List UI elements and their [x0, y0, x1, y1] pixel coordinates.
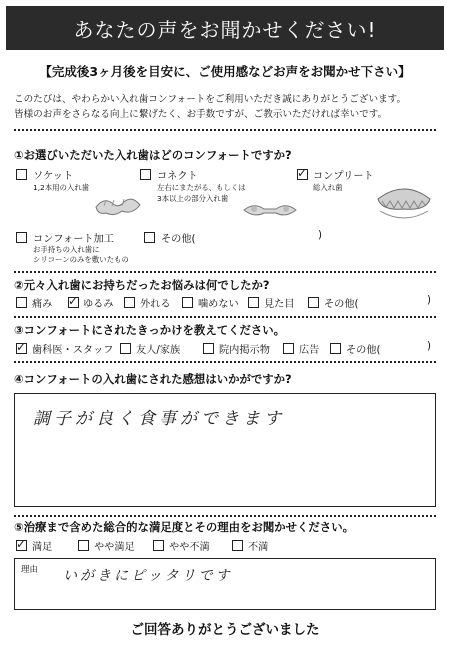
q3-dentist-check-mark: ✓: [16, 340, 27, 354]
q5-satisfied-check-mark: ✓: [16, 537, 27, 551]
q5-somewhat-satisfied-label: やや満足: [94, 542, 135, 553]
dotted-divider: [14, 361, 436, 363]
q3-ad-label: 広告: [299, 345, 320, 356]
connect-denture-illustration: [240, 198, 300, 222]
q3-other-checkbox[interactable]: [330, 343, 341, 354]
q1-question: ①お選びいただいた入れ歯はどのコンフォートですか?: [14, 148, 292, 162]
q2-loose-check-mark: ✓: [68, 294, 79, 308]
q5-somewhat-satisfied-checkbox[interactable]: [78, 540, 89, 551]
q1-connect-note-1: 左右にまたがる、もしくは: [157, 183, 246, 192]
q4-handwritten-answer: 調子が良く食事ができます: [33, 409, 285, 429]
q5-somewhat-dissatisfied-checkbox[interactable]: [153, 540, 164, 551]
q1-complete-label: コンプリート: [313, 171, 374, 182]
survey-title: あなたの声をお聞かせください!: [73, 17, 377, 42]
q1-other-label: その他(: [161, 234, 196, 245]
q2-loose-label: ゆるみ: [83, 299, 114, 310]
q2-question: ②元々入れ歯にお持ちだったお悩みは何でしたか?: [14, 278, 270, 292]
dotted-divider: [14, 316, 436, 318]
q5-somewhat-dissatisfied-label: やや不満: [169, 542, 210, 553]
q3-friend-label: 友人/家族: [136, 345, 181, 356]
q5-satisfied-label: 満足: [32, 542, 53, 553]
q4-question: ④コンフォートの入れ歯にされた感想はいかがですか?: [14, 372, 292, 386]
q1-connect-label: コネクト: [157, 171, 198, 182]
q2-appearance-label: 見た目: [264, 299, 295, 310]
q5-dissatisfied-checkbox[interactable]: [232, 540, 243, 551]
q1-complete-note: 総入れ歯: [313, 183, 343, 192]
q1-socket-note: 1,2本用の入れ歯: [33, 183, 90, 192]
q3-other-close: ): [427, 341, 431, 352]
intro-text: [14, 92, 442, 122]
dotted-divider: [14, 129, 436, 131]
q5-reason-box[interactable]: [14, 558, 436, 610]
q4-answer-box[interactable]: [14, 393, 436, 507]
q1-processing-checkbox[interactable]: [16, 232, 27, 243]
q1-processing-note-2: シリコーンのみを敷いたもの: [33, 255, 129, 264]
q1-socket-checkbox[interactable]: [16, 169, 27, 180]
q2-falls-out-label: 外れる: [140, 299, 171, 310]
q1-other-close: ): [318, 230, 322, 241]
q1-processing-note-1: お手持ちの入れ歯に: [33, 245, 100, 254]
q1-socket-label: ソケット: [33, 171, 74, 182]
q3-ad-checkbox[interactable]: [283, 343, 294, 354]
q1-connect-note-2: 3本以上の部分入れ歯: [157, 194, 229, 203]
q2-cannot-chew-checkbox[interactable]: [182, 297, 193, 308]
dotted-divider: [14, 515, 436, 517]
q2-pain-checkbox[interactable]: [16, 297, 27, 308]
q2-other-close: ): [427, 295, 431, 306]
thank-you-footer: ご回答ありがとうございました: [130, 622, 320, 638]
q5-dissatisfied-label: 不満: [248, 542, 269, 553]
q2-falls-out-checkbox[interactable]: [124, 297, 135, 308]
q3-dentist-label: 歯科医・スタッフ: [32, 345, 114, 356]
q3-clinic-poster-checkbox[interactable]: [203, 343, 214, 354]
q3-other-label: その他(: [346, 345, 381, 356]
q2-cannot-chew-label: 噛めない: [198, 299, 239, 310]
q2-appearance-checkbox[interactable]: [248, 297, 259, 308]
q5-reason-label: 理由: [21, 565, 39, 575]
socket-denture-illustration: [92, 191, 144, 221]
q2-other-checkbox[interactable]: [308, 297, 319, 308]
q5-question: ⑤治療まで含めた総合的な満足度とその理由をお聞かせください。: [14, 520, 354, 534]
q1-processing-label: コンフォート加工: [33, 234, 114, 245]
q2-other-label: その他(: [324, 299, 359, 310]
intro-line-1: このたびは、やわらかい入れ歯コンフォートをご利用いただき誠にありがとうございます。: [14, 94, 407, 105]
survey-subtitle: 【完成後3ヶ月後を目安に、ご使用感などお声をお聞かせ下さい】: [39, 64, 411, 79]
intro-line-2: 皆様のお声をさらなる向上に繋げたく、お手数ですが、ご教示いただければ幸いです。: [14, 109, 388, 120]
q3-clinic-poster-label: 院内掲示物: [219, 345, 270, 356]
q3-friend-checkbox[interactable]: [120, 343, 131, 354]
complete-denture-illustration: [372, 181, 436, 223]
q5-handwritten-reason: いがきにピッタリです: [63, 568, 233, 584]
survey-title-banner: [6, 6, 444, 50]
q1-connect-checkbox[interactable]: [140, 169, 151, 180]
dotted-divider: [14, 271, 436, 273]
q1-complete-check-mark: ✓: [297, 166, 308, 180]
q3-question: ③コンフォートにされたきっかけを教えてください。: [14, 323, 286, 337]
q1-other-checkbox[interactable]: [144, 232, 155, 243]
q2-pain-label: 痛み: [32, 299, 53, 310]
